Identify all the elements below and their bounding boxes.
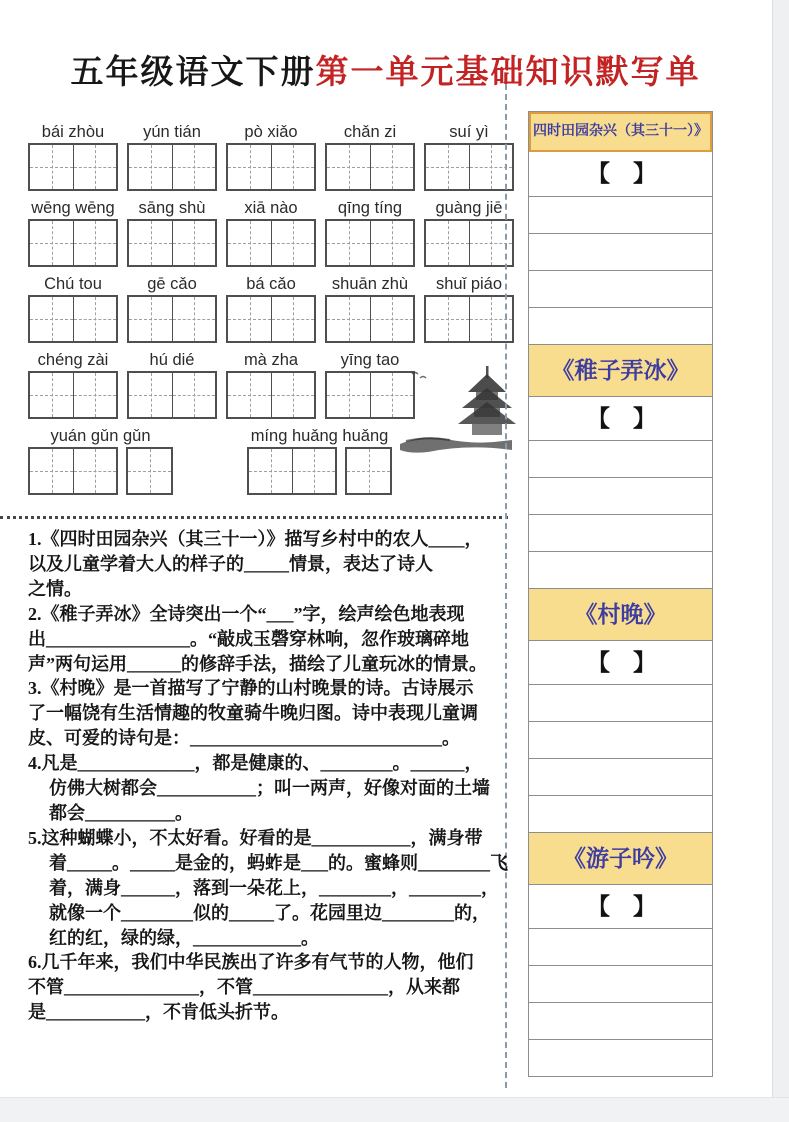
question-line: 仿佛大树都会___________；叫一两声，好像对面的土墙 (49, 778, 490, 799)
tianzige-boxes (28, 371, 118, 419)
tianzige-cell (327, 145, 370, 189)
dictation-blank-row (529, 307, 712, 344)
question-line: 以及儿童学着大人的样子的_____情景，表达了诗人 (28, 553, 433, 574)
pinyin-word-group (424, 121, 514, 191)
poem-dictation-sidebar (528, 111, 713, 1077)
fill-in-blank-questions (28, 527, 516, 1025)
tianzige-box (127, 371, 217, 419)
tianzige-cell (249, 449, 292, 493)
tianzige-box (127, 295, 217, 343)
question-6 (28, 950, 516, 1025)
tianzige-boxes (247, 447, 392, 495)
tianzige-cell (228, 221, 271, 265)
tianzige-box (28, 143, 118, 191)
question-line: 5.这种蝴蝶小，不太好看。好看的是___________，满身带 (28, 827, 483, 848)
tianzige-cell (228, 145, 271, 189)
pinyin-label: pò xiǎo (244, 123, 298, 141)
tianzige-boxes (28, 219, 118, 267)
tianzige-box (424, 143, 514, 191)
pinyin-label: guàng jiē (435, 199, 503, 217)
tianzige-cell (129, 145, 172, 189)
pinyin-grid-row-inner (28, 197, 512, 267)
tianzige-boxes (424, 295, 514, 343)
question-line: 3.《村晚》是一首描写了宁静的山村晚景的诗。古诗展示 (28, 678, 474, 699)
question-line: 4.凡是_____________，都是健康的、________。______， (28, 753, 483, 774)
tianzige-boxes (226, 143, 316, 191)
page-right-edge (772, 0, 789, 1122)
tianzige-cell (30, 297, 73, 341)
pagoda-ink-illustration (398, 364, 516, 466)
question-line: 6.几千年来，我们中华民族出了许多有气节的人物，他们 (28, 952, 474, 973)
tianzige-cell (73, 449, 116, 493)
pinyin-word-group (325, 273, 415, 343)
pinyin-grid-row-3 (28, 273, 512, 343)
tianzige-cell (426, 145, 469, 189)
question-line: 都会__________。 (49, 802, 193, 823)
poem-title-band: 《游子吟》 (529, 832, 712, 884)
pinyin-label: gē cǎo (147, 275, 197, 293)
pinyin-label: shuǐ piáo (435, 275, 503, 293)
poem-title-band: 《稚子弄冰》 (529, 344, 712, 396)
question-5 (28, 826, 516, 951)
poem-section-3 (529, 588, 712, 832)
tianzige-boxes (325, 219, 415, 267)
pinyin-word-group (28, 121, 118, 191)
pinyin-label: Chú tou (44, 275, 102, 293)
poem-title-band: 《村晚》 (529, 588, 712, 640)
tianzige-cell (129, 373, 172, 417)
tianzige-box (127, 143, 217, 191)
dictation-blank-row (529, 1002, 712, 1039)
pinyin-word-group (127, 273, 217, 343)
tianzige-box (226, 219, 316, 267)
tianzige-cell (172, 145, 215, 189)
pinyin-label: qīng tíng (337, 199, 403, 217)
tianzige-box (247, 447, 337, 495)
tianzige-boxes (226, 219, 316, 267)
tianzige-cell (228, 297, 271, 341)
question-line: 着，满身______，落到一朵花上，________，________， (49, 877, 499, 898)
tianzige-cell (129, 221, 172, 265)
pinyin-word-group (28, 425, 173, 495)
pinyin-grid-row-inner (28, 273, 512, 343)
pinyin-label: wēng wēng (31, 199, 115, 217)
tianzige-box (424, 295, 514, 343)
question-line: 出________________。“敲成玉磬穿林响，忽作玻璃碎地 (28, 628, 469, 649)
tianzige-boxes (127, 219, 217, 267)
tianzige-cell (30, 221, 73, 265)
tianzige-boxes (424, 143, 514, 191)
pinyin-word-group (424, 197, 514, 267)
question-line: 了一幅饶有生活情趣的牧童骑牛晚归图。诗中表现儿童调 (28, 703, 478, 724)
tianzige-box (226, 143, 316, 191)
tianzige-cell (271, 221, 314, 265)
dictation-blank-row (529, 270, 712, 307)
question-line: 2.《稚子弄冰》全诗突出一个“___”字，绘声绘色地表现 (28, 603, 465, 624)
pinyin-word-group (127, 349, 217, 419)
pinyin-word-group (247, 425, 392, 495)
pinyin-label: bá cǎo (246, 275, 296, 293)
tianzige-cell (426, 297, 469, 341)
tianzige-cell (128, 449, 171, 493)
dictation-blank-row (529, 795, 712, 832)
dictation-blank-row (529, 233, 712, 270)
pinyin-label: sāng shù (138, 199, 206, 217)
question-4 (28, 751, 516, 826)
tianzige-boxes (28, 143, 118, 191)
page-title (0, 46, 771, 93)
tianzige-box (28, 295, 118, 343)
dictation-blank-row (529, 477, 712, 514)
tianzige-cell (271, 145, 314, 189)
tianzige-cell (172, 373, 215, 417)
pinyin-label: míng huǎng huǎng (250, 427, 389, 445)
tianzige-box (28, 447, 118, 495)
question-line: 红的红，绿的绿，____________。 (49, 927, 319, 948)
dictation-blank-row (529, 684, 712, 721)
pinyin-word-group (226, 273, 316, 343)
tianzige-box (325, 219, 415, 267)
question-2 (28, 602, 516, 677)
author-bracket-row: 【 】 (529, 396, 712, 440)
dictation-blank-row (529, 440, 712, 477)
tianzige-box (424, 219, 514, 267)
question-1 (28, 527, 516, 602)
pinyin-word-group (127, 121, 217, 191)
tianzige-cell (327, 373, 370, 417)
tianzige-boxes (127, 371, 217, 419)
tianzige-boxes (226, 295, 316, 343)
pinyin-word-group (127, 197, 217, 267)
pinyin-word-group (325, 197, 415, 267)
tianzige-box (226, 371, 316, 419)
pinyin-word-group (325, 121, 415, 191)
tianzige-cell (73, 145, 116, 189)
title-grade-part: 五年级语文下册 (70, 55, 316, 91)
tianzige-boxes (424, 219, 514, 267)
pinyin-label: mà zha (243, 351, 299, 369)
author-bracket-row: 【 】 (529, 884, 712, 928)
tianzige-cell (73, 373, 116, 417)
question-line: 就像一个________似的_____了。花园里边________的， (49, 902, 490, 923)
pinyin-label: suí yì (449, 123, 489, 141)
tianzige-cell (327, 221, 370, 265)
poem-section-4 (529, 832, 712, 1076)
pinyin-label: yuán gǔn gǔn (50, 427, 151, 445)
pinyin-label: hú dié (149, 351, 195, 369)
tianzige-cell (30, 373, 73, 417)
question-line: 着_____。_____是金的，蚂蚱是___的。蜜蜂则________飞 (49, 852, 508, 873)
title-unit-part: 第一单元基础知识默写单 (315, 55, 701, 91)
tianzige-boxes (28, 447, 173, 495)
tianzige-box (325, 143, 415, 191)
question-line: 之情。 (28, 578, 82, 599)
tianzige-cell (271, 297, 314, 341)
tianzige-cell (347, 449, 390, 493)
tianzige-box (28, 219, 118, 267)
tianzige-boxes (226, 371, 316, 419)
pinyin-label: chǎn zi (343, 123, 397, 141)
tianzige-cell (370, 145, 413, 189)
question-line: 1.《四时田园杂兴（其三十一）》描写乡村中的农人____， (28, 529, 483, 549)
tianzige-boxes (127, 143, 217, 191)
dictation-blank-row (529, 551, 712, 588)
pinyin-word-group (226, 349, 316, 419)
question-line: 是___________，不肯低头折节。 (28, 1002, 289, 1023)
dictation-blank-row (529, 196, 712, 233)
dictation-blank-row (529, 721, 712, 758)
dictation-blank-row (529, 965, 712, 1002)
author-bracket-row: 【 】 (587, 161, 656, 186)
pinyin-label: xiā nào (244, 199, 298, 217)
poem-title-band: 四时田园杂兴（其三十一）》 (529, 112, 712, 152)
tianzige-cell (327, 297, 370, 341)
tianzige-cell (30, 145, 73, 189)
tianzige-cell (426, 221, 469, 265)
pinyin-word-group (28, 197, 118, 267)
tianzige-cell (129, 297, 172, 341)
tianzige-box (126, 447, 173, 495)
tianzige-box (127, 219, 217, 267)
dictation-blank-row (529, 758, 712, 795)
pinyin-grid-row-inner (28, 121, 512, 191)
pinyin-label: shuān zhù (331, 275, 409, 293)
question-line: 声”两句运用______的修辞手法，描绘了儿童玩冰的情景。 (28, 653, 487, 674)
tianzige-cell (292, 449, 335, 493)
question-line: 皮、可爱的诗句是：____________________________。 (28, 728, 460, 749)
tianzige-cell (172, 221, 215, 265)
tianzige-cell (228, 373, 271, 417)
tianzige-cell (30, 449, 73, 493)
tianzige-boxes (325, 143, 415, 191)
tianzige-cell (271, 373, 314, 417)
dictation-blank-row (529, 1039, 712, 1076)
horizontal-dotted-divider (0, 516, 508, 519)
question-3 (28, 676, 516, 751)
tianzige-box (325, 295, 415, 343)
poem-section-2 (529, 344, 712, 588)
tianzige-box (28, 371, 118, 419)
tianzige-cell (370, 221, 413, 265)
pinyin-word-group (28, 273, 118, 343)
question-line: 不管_______________，不管_______________，从来都 (28, 977, 460, 998)
pinyin-word-group (226, 197, 316, 267)
pinyin-label: yīng tao (340, 351, 400, 369)
pinyin-grid-row-2 (28, 197, 512, 267)
tianzige-boxes (28, 295, 118, 343)
dictation-blank-row (529, 928, 712, 965)
pinyin-label: bái zhòu (41, 123, 105, 141)
tianzige-boxes (325, 295, 415, 343)
tianzige-box (226, 295, 316, 343)
tianzige-cell (73, 221, 116, 265)
pinyin-word-group (226, 121, 316, 191)
poem-section-1 (529, 112, 712, 344)
tianzige-cell (370, 297, 413, 341)
tianzige-box (345, 447, 392, 495)
page-bottom-edge (0, 1097, 789, 1122)
dictation-blank-row (529, 514, 712, 551)
pinyin-label: yún tián (143, 123, 201, 141)
tianzige-cell (172, 297, 215, 341)
pinyin-word-group (424, 273, 514, 343)
pinyin-grid-row-1 (28, 121, 512, 191)
tianzige-cell (73, 297, 116, 341)
tianzige-boxes (127, 295, 217, 343)
author-bracket-row: 【 】 (529, 640, 712, 684)
pinyin-label: chéng zài (37, 351, 109, 369)
pinyin-word-group (28, 349, 118, 419)
